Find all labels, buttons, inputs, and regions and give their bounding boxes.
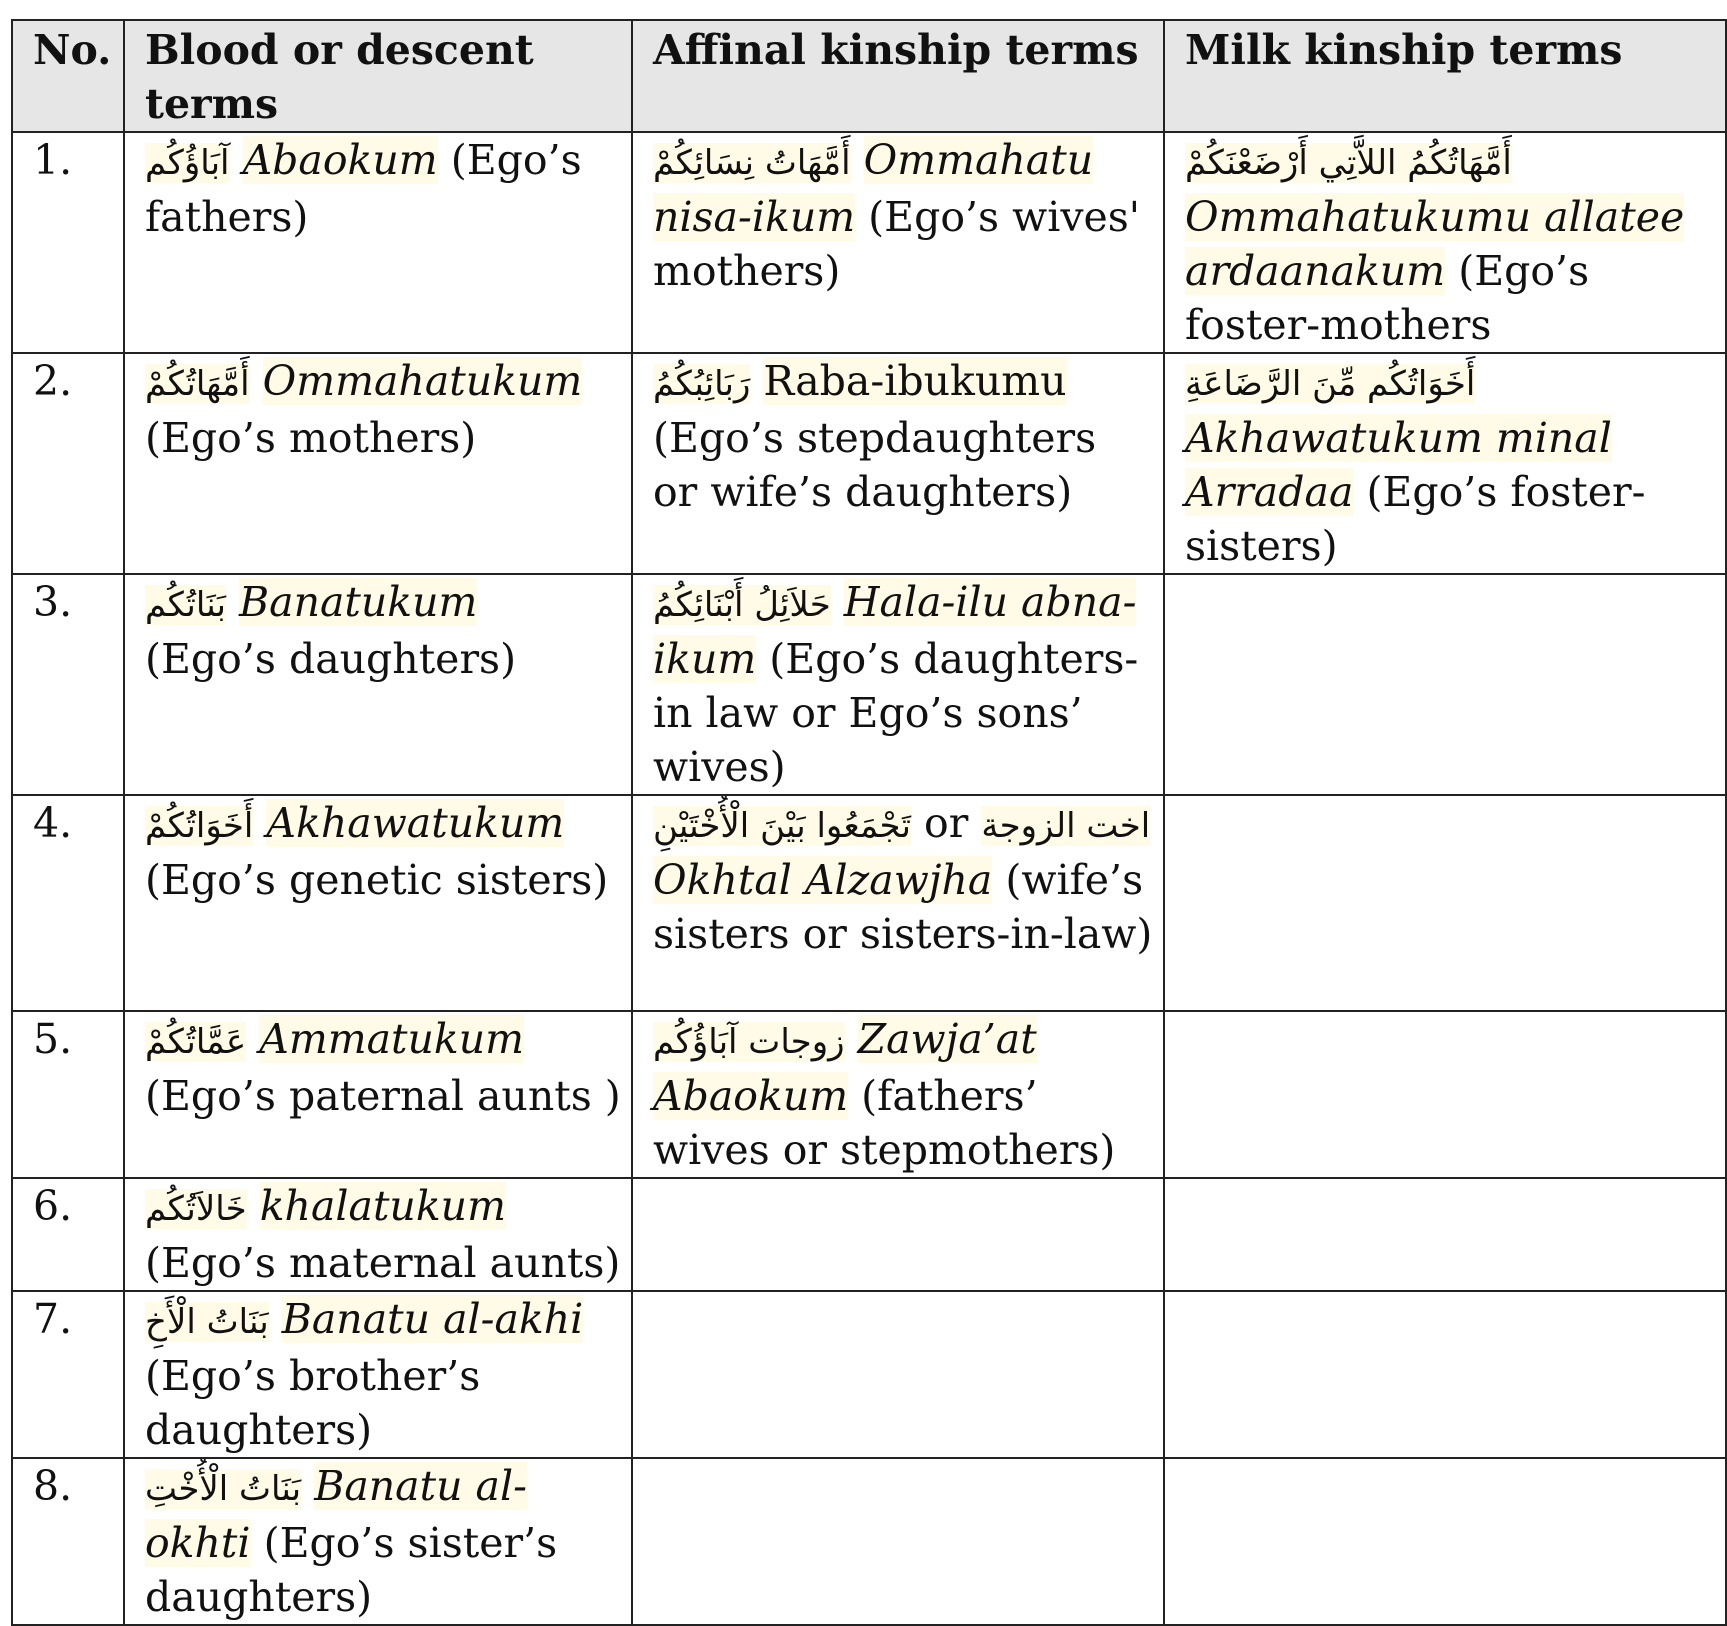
blood-term-cell (124, 795, 632, 1011)
arabic-term: زوجات آبَاؤُكُم (653, 1022, 845, 1062)
blood-term-cell (124, 132, 632, 353)
row-number: 2. (12, 353, 124, 574)
affinal-term-cell (632, 795, 1164, 1011)
table-row (12, 574, 1726, 795)
gloss: (Ego’s fathers) (145, 136, 582, 241)
header-blood: Blood or descent terms (124, 20, 632, 132)
table-row (12, 1458, 1726, 1625)
arabic-term: بَنَاتُكُم (145, 585, 226, 625)
milk-term-cell (1164, 1458, 1726, 1625)
arabic-term: أَمَّهَاتُكُمُ اللاَّتِي أَرْضَعْنَكُمْ (1185, 143, 1512, 183)
affinal-term-cell (632, 132, 1164, 353)
affinal-term-cell (632, 1178, 1164, 1291)
blood-term-cell (124, 1178, 632, 1291)
blood-term-cell (124, 574, 632, 795)
header-milk: Milk kinship terms (1164, 20, 1726, 132)
blood-term-cell (124, 1458, 632, 1625)
affinal-term-cell (632, 1458, 1164, 1625)
table-row (12, 132, 1726, 353)
row-number: 4. (12, 795, 124, 1011)
arabic-term: بَنَاتُ الْأُخْتِ (145, 1469, 302, 1509)
table-row (12, 795, 1726, 1011)
milk-term-cell (1164, 132, 1726, 353)
affinal-term-cell (632, 1011, 1164, 1178)
gloss: (Ego’s daughters-in law or Ego’s sons’ wives) (653, 635, 1139, 791)
transliteration: Raba-ibukumu (763, 357, 1067, 405)
affinal-term-cell (632, 1291, 1164, 1458)
header-affinal: Affinal kinship terms (632, 20, 1164, 132)
blood-term-cell (124, 1291, 632, 1458)
row-number: 1. (12, 132, 124, 353)
transliteration: Banatu al-okhti (145, 1462, 527, 1567)
arabic-term: رَبَائِبُكُمُ (653, 364, 751, 404)
header-no: No. (12, 20, 124, 132)
arabic-term: حَلاَئِلُ أَبْنَائِكُمُ (653, 585, 831, 625)
gloss: (Ego’s brother’s daughters) (145, 1352, 481, 1454)
blood-term-cell (124, 353, 632, 574)
transliteration: Ommahatu nisa-ikum (653, 136, 1094, 241)
arabic-term: أَخَوَاتُكُم مِّنَ الرَّضَاعَةِ (1185, 364, 1476, 404)
transliteration: Banatu al-akhi (281, 1295, 584, 1343)
arabic-term: آبَاؤُكُم (145, 143, 230, 183)
transliteration: khalatukum (259, 1182, 506, 1230)
transliteration: Zawja’at Abaokum (653, 1015, 1037, 1120)
transliteration: Akhawatukum (266, 799, 565, 847)
gloss: (Ego’s maternal aunts) (145, 1239, 621, 1287)
blood-term-cell (124, 1011, 632, 1178)
gloss: (Ego’s stepdaughters or wife’s daughters) (653, 414, 1097, 516)
transliteration: Hala-ilu abna-ikum (653, 578, 1137, 683)
transliteration: Ommahatukum (262, 357, 583, 405)
kinship-terms-table (11, 19, 1727, 1626)
gloss: (Ego’s mothers) (145, 414, 477, 462)
transliteration: Ammatukum (259, 1015, 525, 1063)
arabic-term: عَمَّاتُكُمْ (145, 1022, 247, 1062)
gloss: (fathers’ wives or stepmothers) (653, 1072, 1116, 1174)
transliteration: Banatukum (239, 578, 478, 626)
table-row (12, 1011, 1726, 1178)
row-number: 5. (12, 1011, 124, 1178)
milk-term-cell (1164, 1291, 1726, 1458)
transliteration: Akhawatukum minal Arradaa (1185, 414, 1612, 516)
arabic-term-alt: اخت الزوجة (981, 806, 1151, 846)
gloss: (Ego’s foster-mothers (1185, 247, 1590, 349)
transliteration: Abaokum (242, 136, 438, 184)
arabic-term: أَمَّهَاتُ نِسَائِكُمْ (653, 143, 851, 183)
table-row (12, 1291, 1726, 1458)
gloss: (Ego’s foster-sisters) (1185, 468, 1646, 570)
header-row (12, 20, 1726, 132)
transliteration: Ommahatukumu allatee ardaanakum (1185, 193, 1685, 295)
row-number: 6. (12, 1178, 124, 1291)
row-number: 3. (12, 574, 124, 795)
gloss: (Ego’s sister’s daughters) (145, 1519, 558, 1621)
gloss: (wife’s sisters or sisters-in-law) (653, 856, 1153, 958)
or-connector: or (924, 799, 969, 847)
row-number: 7. (12, 1291, 124, 1458)
milk-term-cell (1164, 1178, 1726, 1291)
milk-term-cell (1164, 795, 1726, 1011)
milk-term-cell (1164, 353, 1726, 574)
gloss: (Ego’s paternal aunts ) (145, 1072, 621, 1120)
milk-term-cell (1164, 1011, 1726, 1178)
table-row (12, 353, 1726, 574)
arabic-term: أَخَوَاتُكُمْ (145, 806, 254, 846)
table-row (12, 1178, 1726, 1291)
milk-term-cell (1164, 574, 1726, 795)
arabic-term: أَمَّهَاتُكُمْ (145, 364, 250, 404)
gloss: (Ego’s daughters) (145, 635, 517, 683)
affinal-term-cell (632, 353, 1164, 574)
affinal-term-cell (632, 574, 1164, 795)
arabic-term: بَنَاتُ الْأَخِ (145, 1302, 269, 1342)
arabic-term: تَجْمَعُوا بَيْنَ الْأُخْتَيْنِ (653, 806, 911, 846)
transliteration: Okhtal Alzawjha (653, 856, 993, 904)
gloss: (Ego’s genetic sisters) (145, 856, 609, 904)
gloss: (Ego’s wives' mothers) (653, 193, 1141, 295)
row-number: 8. (12, 1458, 124, 1625)
arabic-term: خَالاَتُكُم (145, 1189, 247, 1229)
